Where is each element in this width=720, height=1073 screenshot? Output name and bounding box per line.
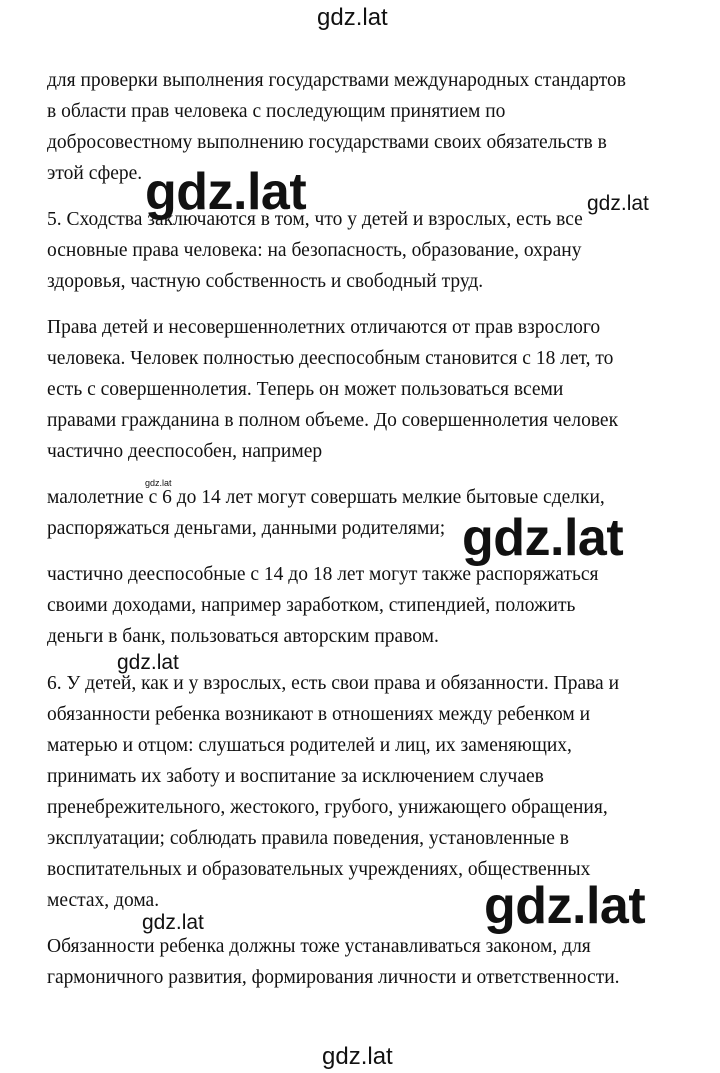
header-watermark: gdz.lat	[317, 4, 388, 31]
body-line: обязанности ребенка возникают в отношениях между ребенком и	[47, 704, 591, 725]
watermark-large: gdz.lat	[484, 877, 646, 935]
footer-watermark: gdz.lat	[322, 1043, 393, 1070]
body-line: пренебрежительного, жестокого, грубого, унижающего обращения,	[47, 797, 608, 818]
body-line: гармоничного развития, формирования личности и ответственности.	[47, 967, 620, 988]
body-line: деньги в банк, пользоваться авторским правом.	[47, 626, 439, 647]
watermark-small: gdz.lat	[142, 911, 204, 934]
body-line: есть с совершеннолетия. Теперь он может пользоваться всеми	[47, 379, 564, 400]
watermark-small: gdz.lat	[587, 192, 649, 215]
body-line: основные права человека: на безопасность, образование, охрану	[47, 240, 582, 261]
watermark-large: gdz.lat	[462, 509, 624, 567]
body-line: для проверки выполнения государствами международных стандартов	[47, 70, 626, 91]
body-line: принимать их заботу и воспитание за исключением случаев	[47, 766, 544, 787]
body-line: добросовестному выполнению государствами своих обязательств в	[47, 132, 607, 153]
body-line: малолетние с 6 до 14 лет могут совершать мелкие бытовые сделки,	[47, 487, 605, 508]
watermark-large: gdz.lat	[145, 163, 307, 221]
body-line: воспитательных и образовательных учреждениях, общественных	[47, 859, 591, 880]
body-line: распоряжаться деньгами, данными родителями;	[47, 518, 446, 539]
body-line: Права детей и несовершеннолетних отличаются от прав взрослого	[47, 317, 601, 338]
body-line: своими доходами, например заработком, стипендией, положить	[47, 595, 576, 616]
body-line: частично дееспособен, например	[47, 441, 323, 462]
watermark-tiny: gdz.lat	[145, 478, 172, 488]
body-line: в области прав человека с последующим принятием по	[47, 101, 506, 122]
body-line: частично дееспособные с 14 до 18 лет могут также распоряжаться	[47, 564, 599, 585]
body-line: 5. Сходства заключаются в том, что у детей и взрослых, есть все	[47, 209, 583, 230]
body-line: 6. У детей, как и у взрослых, есть свои права и обязанности. Права и	[47, 673, 620, 694]
watermark-small: gdz.lat	[117, 651, 179, 674]
body-line: матерью и отцом: слушаться родителей и лиц, их заменяющих,	[47, 735, 572, 756]
body-line: этой сфере.	[47, 163, 143, 184]
body-line: эксплуатации; соблюдать правила поведения, установленные в	[47, 828, 569, 849]
body-line: человека. Человек полностью дееспособным становится с 18 лет, то	[47, 348, 614, 369]
body-line: местах, дома.	[47, 890, 160, 911]
body-line: здоровья, частную собственность и свободный труд.	[47, 271, 484, 292]
body-line: Обязанности ребенка должны тоже устанавливаться законом, для	[47, 936, 591, 957]
body-line: правами гражданина в полном объеме. До совершеннолетия человек	[47, 410, 619, 431]
